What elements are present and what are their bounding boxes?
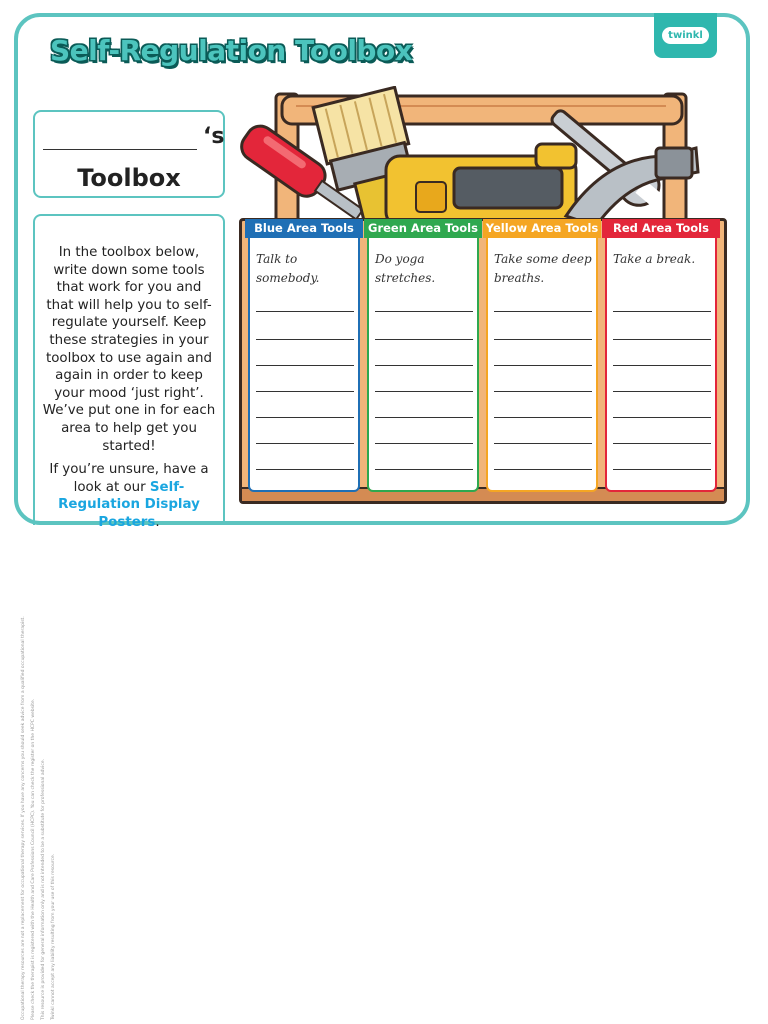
footer-disclaimer-3: This resource is provided for general information only and is not intended to be a substitute for professional advice.	[41, 758, 46, 1020]
write-in-line[interactable]	[613, 443, 711, 444]
instructions-paragraph-2-end: .	[155, 514, 160, 530]
instructions-box	[33, 214, 225, 530]
write-in-line[interactable]	[375, 365, 473, 366]
column-header: Yellow Area Tools	[483, 219, 601, 238]
write-in-line[interactable]	[256, 469, 354, 470]
tool-column	[486, 220, 598, 492]
write-in-line[interactable]	[375, 339, 473, 340]
write-in-line[interactable]	[256, 339, 354, 340]
instructions-paragraph-2-text: If you’re unsure, have a look at our	[49, 462, 209, 495]
write-in-line[interactable]	[375, 443, 473, 444]
write-in-line[interactable]	[375, 417, 473, 418]
twinkl-badge[interactable]	[654, 13, 717, 58]
name-suffix: ‘s	[203, 124, 225, 149]
name-blank-line[interactable]	[43, 149, 197, 150]
write-in-line[interactable]	[613, 391, 711, 392]
column-example-text: Do yoga stretches.	[375, 252, 436, 285]
display-posters-link[interactable]: Self-Regulation Display Posters	[58, 479, 200, 530]
column-header: Green Area Tools	[364, 219, 482, 238]
column-example-text: Take a break.	[613, 252, 696, 266]
tool-column	[367, 220, 479, 492]
tool-column	[248, 220, 360, 492]
footer-disclaimer-1: Occupational therapy resources are not a replacement for occupational therapy services. If you have any concerns you should seek advice from a qualified occupational therapist.	[21, 616, 26, 1020]
write-in-line[interactable]	[613, 311, 711, 312]
write-in-line[interactable]	[613, 469, 711, 470]
instructions-paragraph-2	[41, 461, 217, 531]
write-in-line[interactable]	[256, 391, 354, 392]
write-in-line[interactable]	[375, 391, 473, 392]
write-in-line[interactable]	[494, 339, 592, 340]
twinkl-logo: twinkl	[662, 27, 709, 44]
tool-column	[605, 220, 717, 492]
column-example-text: Talk to somebody.	[256, 252, 320, 285]
write-in-line[interactable]	[613, 339, 711, 340]
write-in-line[interactable]	[494, 365, 592, 366]
column-example-text: Take some deep breaths.	[494, 252, 592, 285]
write-in-line[interactable]	[613, 365, 711, 366]
page-title: Self-Regulation Toolbox	[50, 34, 413, 67]
write-in-line[interactable]	[256, 311, 354, 312]
write-in-line[interactable]	[494, 391, 592, 392]
write-in-line[interactable]	[256, 443, 354, 444]
write-in-line[interactable]	[494, 469, 592, 470]
name-box	[33, 110, 225, 198]
write-in-line[interactable]	[494, 311, 592, 312]
write-in-line[interactable]	[256, 417, 354, 418]
footer-disclaimer-2: Please check the therapist is registered with the Health and Care Professions Council (HCPC). You can check the register on the HCPC website.	[31, 698, 36, 1020]
write-in-line[interactable]	[494, 443, 592, 444]
write-in-line[interactable]	[375, 311, 473, 312]
write-in-line[interactable]	[494, 417, 592, 418]
column-header: Red Area Tools	[602, 219, 720, 238]
write-in-line[interactable]	[256, 365, 354, 366]
toolbox-tools-icon	[236, 86, 730, 236]
instructions-paragraph-1: In the toolbox below, write down some tools that work for you and that will help you to self-regulate yourself. Keep these strategies in your toolbox to use again and again in order to keep your mood ‘just right’. We’ve put one in for each area to help get you started!	[42, 245, 216, 454]
write-in-line[interactable]	[375, 469, 473, 470]
name-box-title: Toolbox	[77, 164, 181, 192]
footer-disclaimer-4: Twinkl cannot accept any liability resulting from your use of this resource.	[51, 853, 56, 1020]
column-header: Blue Area Tools	[245, 219, 363, 238]
write-in-line[interactable]	[613, 417, 711, 418]
